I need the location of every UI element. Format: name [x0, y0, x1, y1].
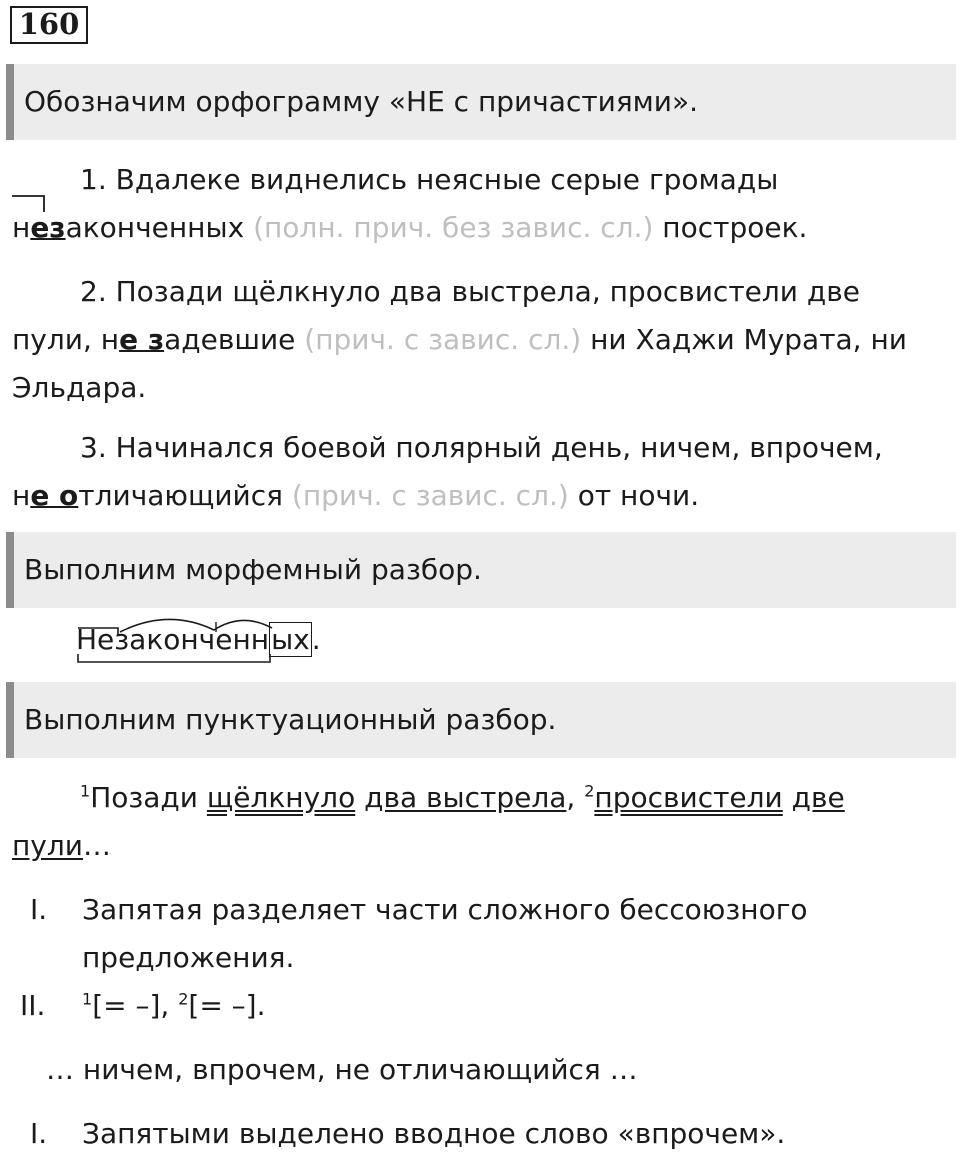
sentence-2-line1: Позади щёлкнуло два выстрела, просвистели две — [115, 275, 860, 308]
section-header-morpheme: Выполним морфемный разбор. — [6, 532, 956, 608]
list-number: I. — [30, 893, 48, 926]
sentence-tail: от ночи. — [577, 479, 700, 512]
subject: пули — [12, 829, 83, 862]
sentence-tail: построек. — [662, 211, 808, 244]
word-stem: Незаконченн — [76, 623, 270, 656]
spelling-mark: е о — [30, 479, 79, 512]
morpheme-word — [76, 620, 321, 660]
list-number: I. — [30, 1117, 48, 1150]
predicate: просвистели — [594, 781, 783, 814]
scheme-part: [= –], — [92, 989, 179, 1022]
sentence-3 — [12, 424, 883, 520]
grammar-note: (полн. прич. без завис. сл.) — [253, 211, 654, 244]
word-part: тличающийся — [78, 479, 283, 512]
exercise-number: 160 — [10, 6, 88, 44]
quote-fragment: … ничем, впрочем, не отличающийся … — [46, 1053, 638, 1086]
grammar-note: (прич. с завис. сл.) — [304, 323, 582, 356]
word-ending: ых — [271, 623, 310, 656]
spelling-bracket-icon — [10, 194, 50, 214]
word-part: пули, н — [12, 323, 120, 356]
sentence-3-number: 3. — [80, 431, 107, 464]
grammar-note: (прич. с завис. сл.) — [291, 479, 569, 512]
section-header-punctuation: Выполним пунктуационный разбор. — [6, 682, 956, 758]
predicate: щёлкнуло — [206, 781, 356, 814]
sentence-3-line1: Начинался боевой полярный день, ничем, впрочем, — [115, 431, 883, 464]
word-part: н — [12, 211, 31, 244]
subject: две — [791, 781, 845, 814]
list-item-text: Запятыми выделено вводное слово «впрочем». — [82, 1117, 786, 1150]
spelling-mark: ез — [30, 211, 66, 244]
spelling-mark: е з — [119, 323, 165, 356]
word: Позади — [90, 781, 198, 814]
list-number: II. — [20, 989, 46, 1022]
subject: два выстрела — [364, 781, 567, 814]
clause-number: 2 — [584, 781, 595, 801]
word-part: н — [12, 479, 31, 512]
ellipsis: … — [82, 829, 111, 862]
clause-number: 2 — [178, 989, 189, 1009]
sentence-tail: ни Хаджи Мурата, ни — [590, 323, 907, 356]
punctuation-sentence — [12, 774, 845, 870]
section-header-spelling: Обозначим орфограмму «НЕ с причастиями». — [6, 64, 956, 140]
scheme — [82, 982, 852, 1030]
clause-number: 1 — [80, 781, 91, 801]
sentence-2 — [12, 268, 907, 412]
comma: , — [566, 781, 576, 814]
sentence-1-line1: Вдалеке виднелись неясные серые громады — [115, 163, 779, 196]
clause-number: 1 — [82, 989, 93, 1009]
sentence-1-number: 1. — [80, 163, 107, 196]
list-item-text: Запятая разделяет части сложного бессоюзного предложения. — [82, 893, 808, 974]
word-punct: . — [311, 623, 321, 656]
sentence-2-number: 2. — [80, 275, 107, 308]
word-part: аконченных — [65, 211, 245, 244]
sentence-2-line3: Эльдара. — [12, 371, 147, 404]
scheme-part: [= –]. — [188, 989, 266, 1022]
word-part: адевшие — [164, 323, 296, 356]
sentence-1 — [12, 156, 807, 252]
